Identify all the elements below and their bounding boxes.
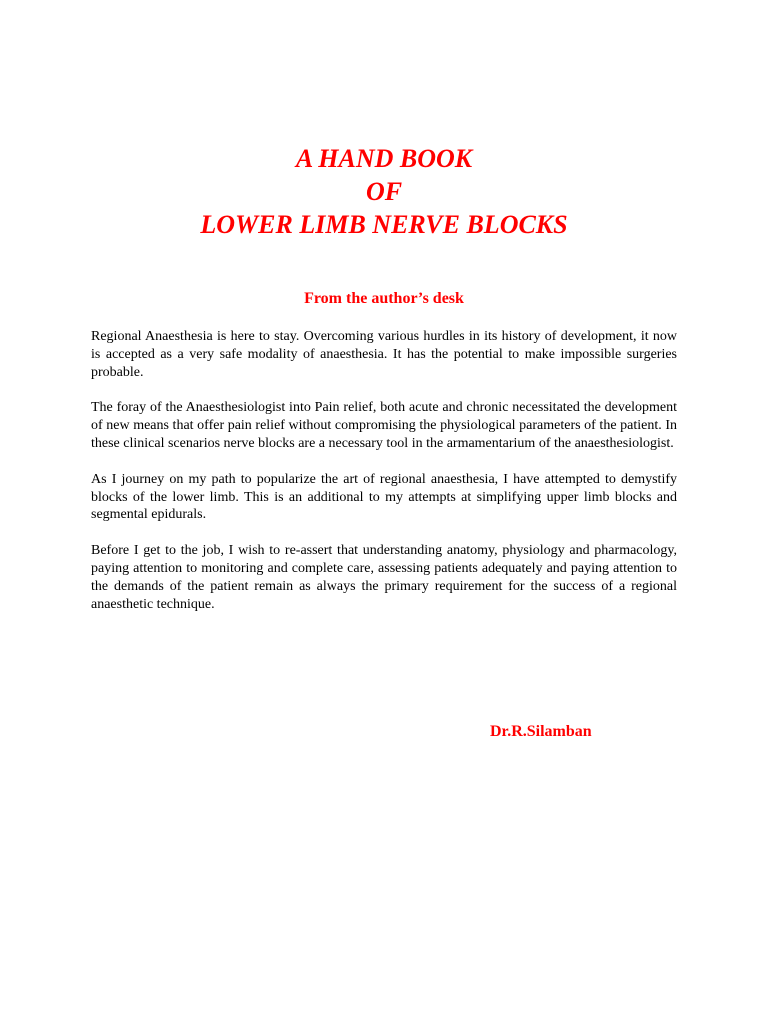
section-heading: From the author’s desk bbox=[304, 290, 464, 307]
paragraph: Before I get to the job, I wish to re-assert that understanding anatomy, physiology and pharmacology, paying attention to monitoring and complete care, assessing patients adequately and paying attention to the demands of the patient remain as always the primary requirement for the success of a regional anaesthetic technique. bbox=[91, 543, 677, 612]
paragraph: The foray of the Anaesthesiologist into Pain relief, both acute and chronic necessitated the development of new means that offer pain relief without compromising the physiological parameters of the patient. In these clinical scenarios nerve blocks are a necessary tool in the armamentarium of the anaesthesiologist. bbox=[91, 400, 677, 451]
paragraph: Regional Anaesthesia is here to stay. Overcoming various hurdles in its history of development, it now is accepted as a very safe modality of anaesthesia. It has the potential to make impossible surgeries probable. bbox=[91, 329, 677, 380]
title-line-1: A HAND BOOK bbox=[295, 144, 473, 173]
foreword-body bbox=[91, 328, 677, 631]
title-line-2: OF bbox=[365, 177, 403, 206]
author-signature: Dr.R.Silamban bbox=[490, 723, 592, 740]
book-title bbox=[0, 142, 768, 241]
paragraph: As I journey on my path to popularize the art of regional anaesthesia, I have attempted to demystify blocks of the lower limb. This is an additional to my attempts at simplifying upper limb blocks and segmental epidurals. bbox=[91, 471, 677, 523]
title-line-3: LOWER LIMB NERVE BLOCKS bbox=[200, 210, 568, 239]
